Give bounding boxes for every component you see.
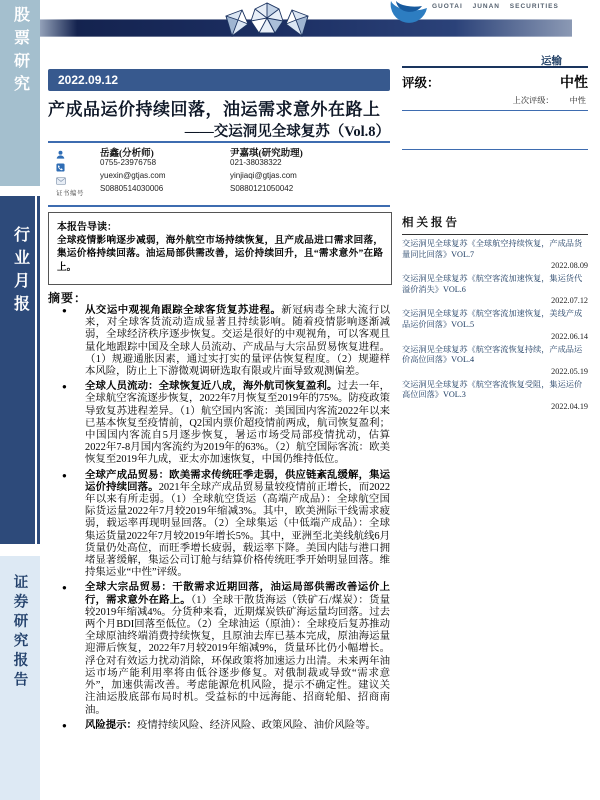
bullet-body: 疫情持续风险、经济风险、政策风险、油价风险等。 [136,719,376,731]
related-report-date: 2022.05.19 [551,366,588,376]
person-icon [56,146,100,159]
rating-subsection-spacer [402,111,588,150]
analyst-cert-number: S0880514030006 [100,184,164,193]
related-report-title: 交运洞见全球复苏《航空客流加速恢复，美线产成品运价回落》VOL.5 [402,309,583,329]
analyst-phone: 0755-23976758 [100,158,157,167]
analyst-card [100,145,230,197]
related-report-title: 交运洞见全球复苏《航空客流加速恢复，集运货代溢价消失》VOL.6 [402,274,583,294]
report-title: 产成品运价持续回落，油运需求意外在路上 [48,100,381,119]
related-report-title: 交运洞见全球复苏《航空客流恢复持续，产成品运价高位回落》VOL.4 [402,344,583,365]
related-report-date: 2022.06.14 [551,331,588,341]
abstract-bullet [48,381,390,466]
bullet-body: （1）全球干散货海运（铁矿石/煤炭）：货量较2019年缩减4%。分货种来看，近期煤炭铁矿海运量均回落。过去两个月BDI回落至低位。（2）全球油运（原油）：全球疫后复苏推动全球原油终端消费持续恢复，且原油去库已基本完成，原油海运量迎滞后恢复，2022年7月较2019年缩减9%，货量环比仍小幅增长。浮仓对有效运力扰动消除，环保政策将加速运力出清。未来两年油运市场产能利用率将由低谷逐步修复。对俄制裁或导致“需求意外”，加速供需改善。考虑能源危机风险，提示不确定性。建议关注油运股底部布局时机。受益标的中远海能、招商轮船、招商南油。 [85,594,390,716]
bullet-lead: 风险提示： [85,719,137,731]
related-report-title: 交运洞见全球复苏《全球航空持续恢复，产成品货量同比回落》VOL.7 [402,239,583,259]
report-subtitle: ——交运洞见全球复苏（Vol.8） [184,124,390,140]
analyst-phone: 021-38038322 [230,158,282,167]
abstract-bullet [48,582,390,716]
gtja-logo-icon [388,0,430,26]
sidebar-label-stock-research: 股票研究 [11,6,29,98]
sidebar-divider-line [35,196,37,544]
related-reports-panel [402,214,588,411]
abstract-bullet [48,720,390,732]
bullet-marker: ● [62,306,67,315]
related-report-item [402,309,588,340]
analyst-icon-column [56,146,100,197]
bullet-text [85,720,390,732]
bullet-text [85,582,390,716]
bullet-text [85,470,390,580]
related-report-item [402,239,588,270]
rating-label: 评级： [402,76,440,90]
abstract-bullet [48,470,390,580]
bullet-body: 过去一年，全球航空客流逐步恢复，2022年7月恢复至2019年的75%。防疫政策导致复苏进程差异。（1）航空国内客流：美国国内客流2022年以来已基本恢复至疫情前，Q2国内票价超疫情前两成，航司恢复盈利；中国国内客流自5月逐步恢复，暑运市场受局部疫情扰动，估算2022年7-8月国内客流约为2019年的63%。（2）航空国际客流：欧美恢复至2019年九成，亚太亦加速恢复，中国仍维持低位。 [85,381,391,466]
bullet-lead: 全球大宗品贸易：干散需求近期回落，油运局部供需改善运价上行，需求意外在路上。 [85,582,390,606]
rating-panel [402,66,588,150]
divider [48,205,390,207]
report-date: 2022.09.12 [48,69,390,91]
analyst-email: yinjiaqi@gtjas.com [230,171,297,180]
divider [48,141,390,143]
bullet-marker: ● [62,470,67,480]
analyst-cert-number: S0880121050042 [230,184,294,193]
digest-label: 本报告导读： [57,222,117,233]
analyst-card [230,145,360,197]
bullet-marker: ● [62,583,67,593]
bullet-text [85,305,390,378]
envelope-icon [56,172,100,185]
previous-rating-label: 上次评级： [512,96,554,105]
bullet-marker: ● [62,720,67,730]
analyst-name: 尹嘉琪(研究助理) [230,149,303,159]
report-digest-box [48,212,392,285]
related-reports-heading: 相关报告 [402,214,588,235]
digest-text: 全球疫情影响逐步减弱，海外航空市场持续恢复，且产成品进口需求回落，集运价格持续回落。油运局部供需改善，运价持续回升，且“需求意外”在路上。 [57,235,383,273]
analyst-name: 岳鑫(分析师) [100,149,154,159]
diamond-ornament-icon [212,0,322,44]
sidebar-section-stock-research [0,0,40,186]
previous-rating-value: 中性 [569,96,586,105]
gtja-logo-text: GUOTAI JUNAN SECURITIES [432,3,559,10]
related-report-date: 2022.08.09 [551,261,588,271]
bullet-lead: 全球产成品贸易：欧美需求传统旺季走弱，供应链紊乱缓解，集运运价持续回落。 [85,469,390,493]
sidebar-section-securities-report [0,556,40,800]
related-report-item [402,274,588,305]
previous-rating-row [402,92,588,111]
related-report-item [402,380,588,411]
related-report-title: 交运洞见全球复苏《航空客流恢复受阻，集运运价高位回落》VOL.3 [402,379,583,400]
rating-value: 中性 [560,76,588,91]
related-report-date: 2022.04.19 [551,401,588,411]
bullet-body: 2021年全球产成品贸易量较疫情前正增长，而2022年以来有所走弱。（1）全球航空货运（高端产成品）：全球航空国际货运量2022年7月较2019年缩减3%。其中，欧美洲际干线需求疲弱，载运率再现明显回落。（2）全球集运（中低端产成品）：全球集运货量2022年7月较2019年增长5%。其中，亚洲至北美线航线6月货量仍处高位，而旺季增长疲弱，载运率下降。美国内陆与港口拥堵显著缓解，集运公司订舱与结算价格传统旺季开始明显回落。维持集运业“中性”评级。 [85,481,391,579]
sidebar-label-industry-monthly: 行业月报 [11,226,29,318]
abstract-label: 摘要： [48,291,88,305]
bullet-lead: 全球人员流动：全球恢复近八成，海外航司恢复盈利。 [85,381,338,393]
phone-icon [56,159,100,172]
bullet-text [85,381,390,466]
cert-number-label: 证书编号 [56,190,84,197]
sidebar-label-securities-report: 证券研究报告 [11,574,28,691]
related-report-item [402,345,588,376]
bullet-lead: 从交运中观视角跟踪全球客货复苏进程。 [85,305,282,316]
analyst-email: yuexin@gtjas.com [100,171,166,180]
sidebar-section-industry-monthly [0,196,40,544]
analyst-block [48,145,390,203]
bullet-body: 新冠病毒全球大流行以来，对全球客货流动造成显著且持续影响。随着疫情影响逐渐减弱，全球经济秩序逐步恢复。交运是很好的中观视角，可以客观且量化地跟踪中国及全球人员流动、产成品与大宗品贸易恢复进程。（1）规避通胀因素，通过实打实的量评估恢复程度。（2）规避样本风险，防止上下游微观调研选取有限或片面导致观测偏差。 [85,305,390,378]
abstract-bullet [48,305,390,378]
bullet-marker: ● [62,382,67,392]
related-report-date: 2022.07.12 [551,296,588,306]
abstract-bullet-list [48,305,390,735]
rating-row [402,72,588,92]
industry-tag: 运输 [541,56,562,67]
